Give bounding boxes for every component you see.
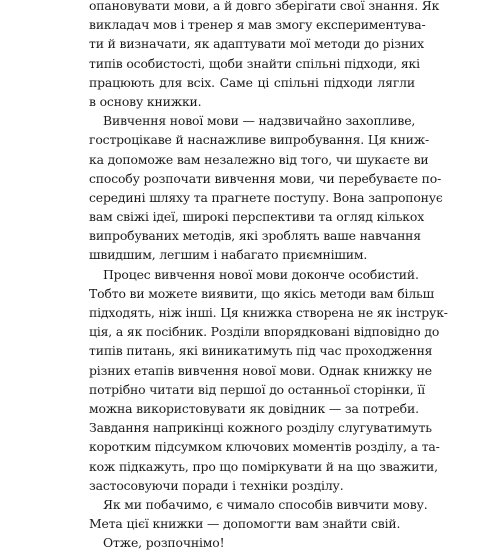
text-line: випробуваних методів, які зроблять ваше навчання [89, 228, 421, 244]
paragraph [89, 495, 428, 533]
text-line: вам свіжі ідеї, широкі перспективи та огляд кількох [89, 209, 425, 225]
text-line: Завдання наприкінці кожного розділу слугуватимуть [89, 420, 432, 436]
text-line: підходять, ніж інші. Ця книжка створена не як інструк- [89, 305, 448, 320]
text-line: типів особистості, щоби знайти спільні підходи, які [89, 55, 420, 71]
text-line: Мета цієї книжки — допомогти вам знайти свій. [89, 516, 401, 532]
body-text [89, 0, 448, 552]
paragraph [89, 265, 448, 495]
text-line: ка допоможе вам незалежно від того, чи шукаєте ви [89, 151, 429, 167]
text-line: ція, а як посібник. Розділи впорядковані відповідно до [89, 324, 440, 340]
text-line: можна використовувати як довідник — за потреби. [89, 400, 419, 416]
text-line: працюють для всіх. Саме ці спільні підходи лягли [89, 74, 415, 90]
text-line: гостроцікаве й наснажливе випробування. Ця книж- [89, 132, 430, 148]
text-line: в основу книжки. [89, 93, 202, 109]
text-line: коротким підсумком ключових моментів розділу, а та- [89, 439, 440, 455]
text-line: Вивчення нової мови — надзвичайно захопливе, [103, 113, 416, 129]
text-line: Отже, розпочнімо! [103, 535, 225, 551]
paragraph [89, 0, 440, 111]
text-line: Тобто ви можете виявити, що якісь методи вам більш [89, 285, 435, 301]
text-line: середині шляху та прагнете поступу. Вона запропонує [89, 189, 443, 205]
text-line: ти й визначати, як адаптувати мої методи до різних [89, 36, 424, 52]
text-line: Процес вивчення нової мови доконче особистий. [103, 266, 419, 282]
text-line: способу розпочати вивчення мови, чи перебуваєте по- [89, 170, 442, 186]
text-line: потрібно читати від першої до останньої сторінки, її [89, 381, 425, 397]
paragraph [89, 533, 415, 552]
text-line: Як ми побачимо, є чимало способів вивчити мову. [103, 496, 428, 512]
text-line: швидшим, легшим і набагато приємнішим. [89, 247, 368, 263]
paragraph [89, 111, 443, 265]
text-line: кож підкажуть, про що поміркувати й на що зважити, [89, 458, 438, 474]
text-line: типів питань, які виникатимуть під час проходження [89, 343, 433, 359]
text-line: викладач мов і тренер я мав змогу експериментува- [89, 17, 426, 33]
text-line: застосовуючи поради і техніки розділу. [89, 477, 344, 493]
text-line: різних етапів вивчення нової мови. Однак книжку не [89, 362, 432, 378]
text-line: опановувати мови, а й довго зберігати свої знання. Як [89, 0, 440, 13]
